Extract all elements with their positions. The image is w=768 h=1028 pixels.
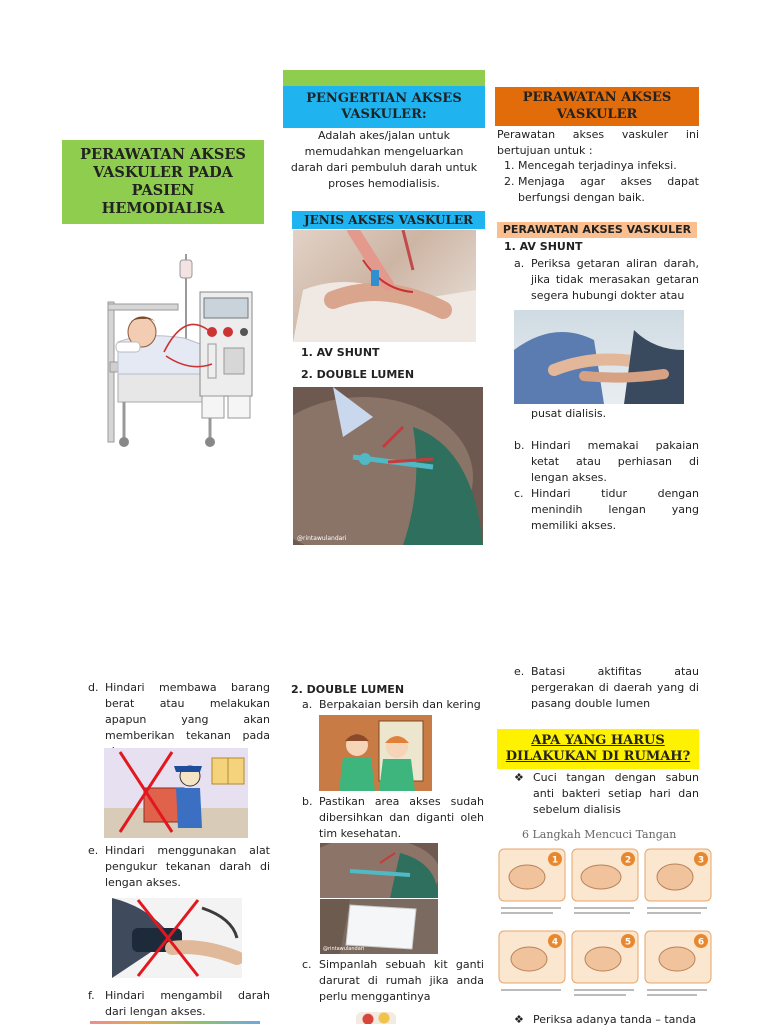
av-shunt-item-c [514,486,699,534]
diamond-bullet-icon: ❖ [514,771,524,784]
double-lumen-item-e [514,664,699,712]
av-shunt-item-f [88,988,270,1020]
handwash-steps-grid [497,847,712,1009]
item-marker: d. [88,681,99,694]
goal-item [504,174,699,206]
photo-watermark: @rintawulandari [297,535,347,542]
item-marker: b. [514,439,525,452]
cover-title-box [62,140,264,224]
av-shunt-item-a-continued: pusat dialisis. [531,407,607,420]
item-text: Pastikan area akses sudah dibersihkan dan diganti oleh tim kesehatan. [319,795,484,840]
step-number: 2 [624,855,632,866]
step-number: 5 [624,937,632,948]
av-shunt-heading: 1. AV SHUNT [504,240,583,253]
item-text: Simpanlah sebuah kit ganti darurat di rumah jika anda perlu menggantinya [319,958,484,1003]
item-marker: c. [302,958,312,971]
diamond-bullet-icon: ❖ [514,1013,524,1026]
hemodialysis-patient-illustration [104,252,256,452]
item-text: Hindari menggunakan alat pengukur tekanan darah di lengan akses. [105,844,270,889]
cover-title: PERAWATAN AKSES VASKULER PADA PASIEN HEMODIALISA [80,145,246,218]
handwash-title: 6 Langkah Mencuci Tangan [522,828,677,841]
catheter-site-photo [320,843,438,898]
double-lumen-item-a [302,697,484,713]
perawatan-lead: Perawatan akses vaskuler ini bertujuan untuk : [497,128,699,157]
pengertian-title: PENGERTIAN AKSES VASKULER: [306,90,462,122]
double-lumen-item-c [302,957,484,1005]
av-shunt-photo [293,230,476,342]
rumah-title-box [497,729,699,769]
double-lumen-heading: 2. DOUBLE LUMEN [291,683,405,696]
av-shunt-section-title-box [497,222,697,238]
item-text: Periksa getaran aliran darah, jika tidak merasakan getaran segera hubungi dokter atau [531,257,699,302]
jenis-item-2: 2. DOUBLE LUMEN [301,368,415,381]
goal-marker: 1. [504,159,515,172]
step-number: 3 [697,855,705,866]
step-number: 6 [697,937,705,948]
bullet-text: Cuci tangan dengan sabun anti bakteri setiap hari dan sebelum dialisis [533,771,699,816]
item-marker: e. [514,665,525,678]
item-text: Hindari membawa barang berat atau melakukan apapun yang akan memberikan tekanan pada [105,681,270,742]
item-text: Hindari memakai pakaian ketat atau perhiasan di lengan akses. [531,439,699,484]
item-marker: f. [88,989,95,1002]
item-marker: c. [514,487,524,500]
av-shunt-section-title: PERAWATAN AKSES VASKULER [502,223,692,236]
rumah-title: APA YANG HARUS DILAKUKAN DI RUMAH? [505,732,691,764]
jenis-title: JENIS AKSES VASKULER [303,212,474,227]
step-number: 4 [551,937,559,948]
double-lumen-photo [293,387,483,545]
no-blood-pressure-image [112,898,242,978]
av-shunt-item-a [514,256,699,304]
bullet-text: Periksa adanya tanda – tanda [533,1013,697,1026]
goal-item [504,158,699,174]
item-text: Hindari mengambil darah dari lengan akses. [105,989,270,1018]
item-text: Hindari tidur dengan menindih lengan yang memiliki akses. [531,487,699,532]
no-heavy-lifting-image [104,748,248,838]
check-vibration-photo [514,310,684,404]
jenis-item-1: 1. AV SHUNT [301,346,380,359]
step-number: 1 [551,855,559,866]
item-text: Batasi aktifitas atau pergerakan di daerah yang di pasang double lumen [531,665,699,710]
green-header-strip [283,70,485,86]
perawatan-title-box [495,87,699,126]
clean-clothes-image [319,715,432,791]
pengertian-title-box [283,86,485,128]
jenis-title-box [292,211,485,229]
emergency-kit-image-cut [356,1012,396,1024]
perawatan-title: PERAWATAN AKSES VASKULER [522,90,672,122]
av-shunt-item-e [88,843,270,891]
pengertian-body: Adalah akes/jalan untuk memudahkan mengeluarkan darah dari pembuluh darah untuk proses hemodialisis. [290,129,478,190]
catheter-dressing-photo [320,899,438,954]
item-marker: a. [514,257,525,270]
av-shunt-item-b [514,438,699,486]
rumah-bullet [514,770,699,818]
item-marker: b. [302,795,313,808]
goal-text: Menjaga agar akses dapat berfungsi dengan baik. [518,175,699,204]
item-text: Berpakaian bersih dan kering [319,698,481,711]
goal-marker: 2. [504,175,515,188]
rumah-bullet [514,1012,699,1028]
item-marker: a. [302,698,313,711]
goal-text: Mencegah terjadinya infeksi. [518,159,677,172]
photo-watermark: @rintawulandari [323,946,365,952]
double-lumen-item-b [302,794,484,842]
item-marker: e. [88,844,99,857]
